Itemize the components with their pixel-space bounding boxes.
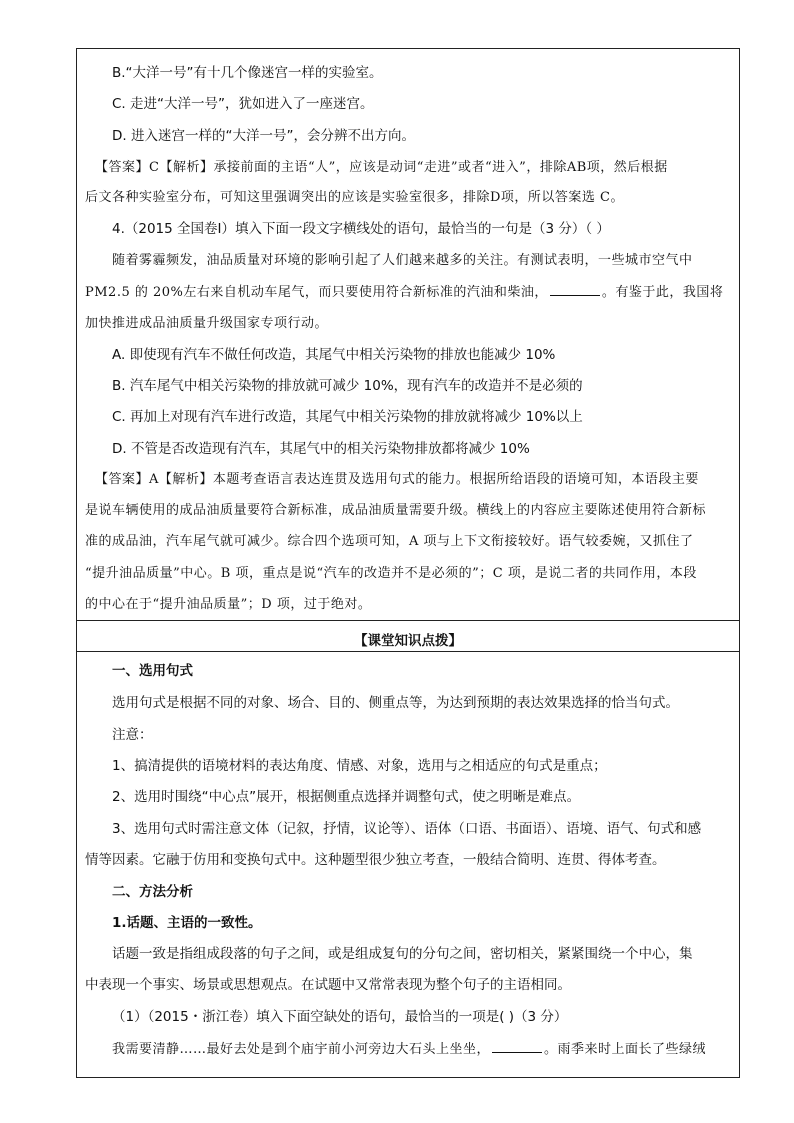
section-divider-bottom [77,651,739,652]
option-c: C. 走进“大洋一号”，犹如进入了一座迷宫。 [112,96,374,112]
answer-line-2: 后文各种实验室分布，可知这里强调突出的应该是实验室很多，排除D项，所以答案选 C。 [85,190,625,205]
section-divider-top [77,620,739,621]
answer-blank [550,283,600,296]
answer4-line-2: 是说车辆使用的成品油质量要符合新标准，成品油质量需要升级。横线上的内容应主要陈述使用符合新标 [85,503,707,518]
note-label: 注意： [112,727,153,743]
note-1: 1、搞清提供的语境材料的表达角度、情感、对象，选用与之相适应的句式是重点； [112,758,607,774]
answer4-line-1: 【答案】A【解析】本题考查语言表达连贯及选用句式的能力。根据所给语段的语境可知，本语段主要 [95,472,699,487]
q4-option-c: C. 再加上对现有汽车进行改造，其尾气中相关污染物的排放就将减少 10%以上 [112,409,583,425]
answer-line-1: 【答案】C【解析】承接前面的主语“人”，应该是动词“走进”或者“进入”，排除AB项，然后根据 [95,160,668,175]
passage-line-1: 随着雾霾频发，油品质量对环境的影响引起了人们越来越多的关注。有测试表明，一些城市空气中 [112,253,693,268]
note-3-line-1: 3、选用句式时需注意文体（记叙，抒情，议论等）、语体（口语、书面语）、语境、语气、句式和感 [112,821,702,837]
passage-line-2b: 。有鉴于此，我国将 [601,285,724,300]
example-passage-b: 。雨季来时上面长了些绿绒 [544,1042,707,1057]
document-table [76,48,740,1078]
question-4: 4.（2015 全国卷Ⅰ）填入下面一段文字横线处的语句，最恰当的一句是（3 分）（ ） [112,221,610,237]
topic-line-2: 中表现一个事实、场景或思想观点。在试题中又常常表现为整个句子的主语相同。 [85,977,571,993]
section-title: 【课堂知识点拨】 [354,633,462,649]
note-2: 2、选用时围绕“中心点”展开，根据侧重点选择并调整句式，使之明晰是难点。 [112,789,581,805]
q4-option-b: B. 汽车尾气中相关污染物的排放就可减少 10%，现有汽车的改造并不是必须的 [112,378,583,394]
definition-line: 选用句式是根据不同的对象、场合、目的、侧重点等，为达到预期的表达效果选择的恰当句式。 [112,695,679,711]
topic-line-1: 话题一致是指组成段落的句子之间，或是组成复句的分句之间，密切相关，紧紧围绕一个中心，集 [112,946,693,962]
heading-select-sentence: 一、选用句式 [112,663,193,679]
q4-option-a: A. 即使现有汽车不做任何改造，其尾气中相关污染物的排放也能减少 10% [112,347,556,363]
option-b: B.“大洋一号”有十几个像迷宫一样的实验室。 [112,65,383,81]
answer4-line-3: 准的成品油，汽车尾气就可减少。综合四个选项可知，A 项与上下文衔接较好。语气较委婉，又抓住了 [85,534,694,549]
answer4-line-5: 的中心在于“提升油品质量”；D 项，过于绝对。 [85,597,372,612]
passage-line-3: 加快推进成品油质量升级国家专项行动。 [85,316,329,331]
example-passage [112,1040,706,1059]
subheading-topic-consistency: 1.话题、主语的一致性。 [112,915,262,931]
example-passage-a: 我需要清静……最好去处是到个庙宇前小河旁边大石头上坐坐， [112,1042,491,1057]
option-d: D. 进入迷宫一样的“大洋一号”，会分辨不出方向。 [112,128,415,144]
passage-line-2 [85,283,723,302]
answer4-line-4: “提升油品质量”中心。B 项，重点是说“汽车的改造并不是必须的”；C 项，是说二者的共同作用，本段 [85,566,697,581]
example-question: （1）（2015・浙江卷）填入下面空缺处的语句，最恰当的一项是( )（3 分） [112,1009,568,1025]
note-3-line-2: 情等因素。它融于仿用和变换句式中。这种题型很少独立考查，一般结合简明、连贯、得体考查。 [85,852,666,868]
passage-line-2a: PM2.5 的 20%左右来自机动车尾气，而只要使用符合新标准的汽油和柴油， [85,285,548,300]
example-blank [492,1040,542,1053]
q4-option-d: D. 不管是否改造现有汽车，其尾气中的相关污染物排放都将减少 10% [112,441,530,457]
heading-method-analysis: 二、方法分析 [112,884,193,900]
